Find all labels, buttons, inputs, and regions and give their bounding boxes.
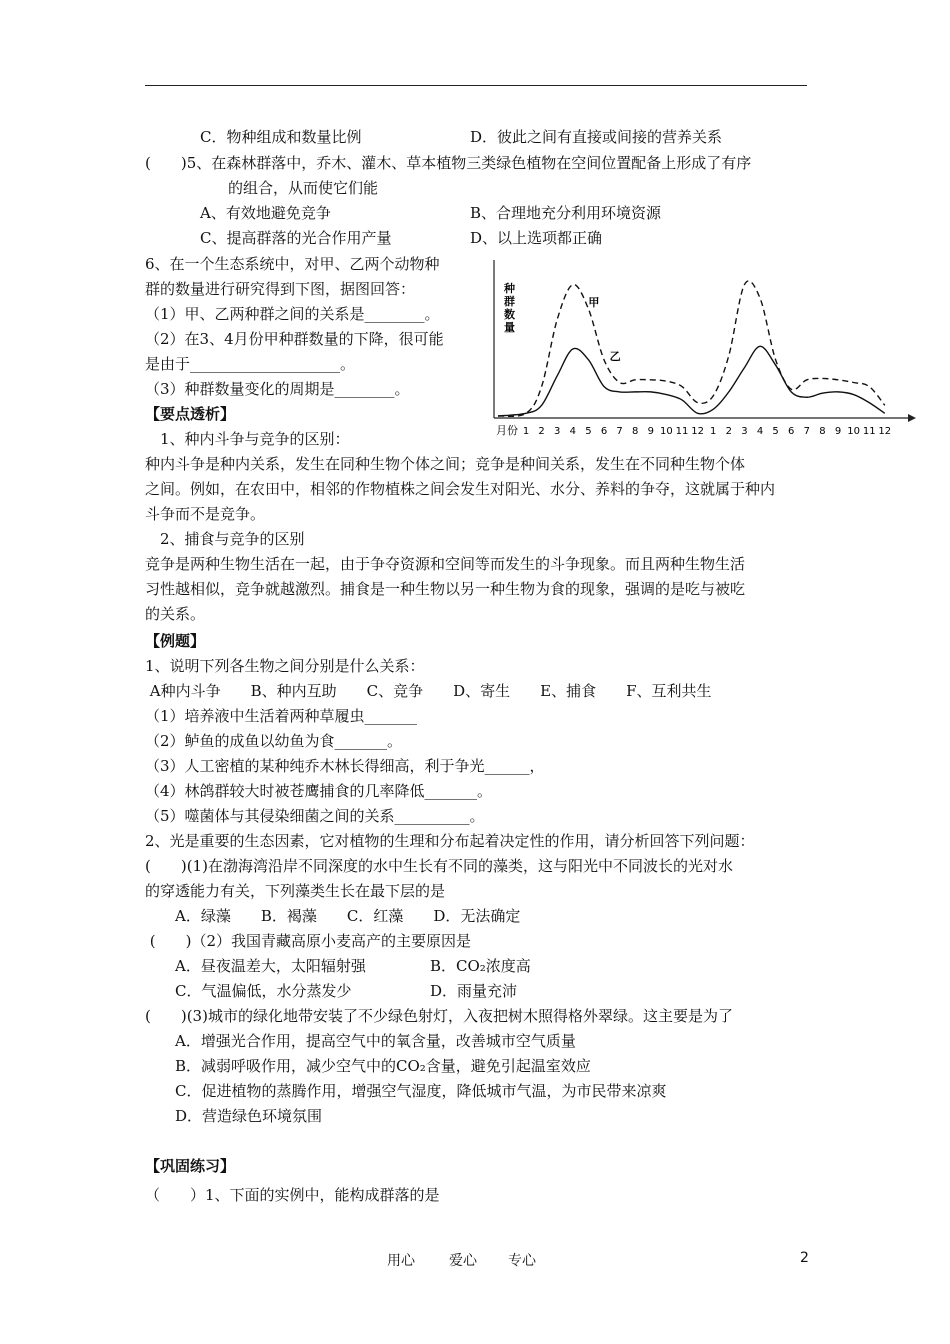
x-tick-label: 3 — [554, 426, 561, 437]
x-axis-arrow — [908, 414, 916, 422]
x-tick-label: 7 — [803, 426, 810, 437]
practice-heading: 【巩固练习】 — [145, 1157, 236, 1175]
x-tick-label: 8 — [819, 426, 826, 437]
q5-option-d: D、以上选项都正确 — [470, 229, 603, 247]
points-p2-title: 2、捕食与竞争的区别 — [145, 530, 305, 548]
x-tick-label: 9 — [834, 426, 842, 437]
example2-q3-option-a: A．增强光合作用，提高空气中的氧含量，改善城市空气质量 — [160, 1032, 576, 1050]
points-p1-line1: 种内斗争是种内关系，发生在同种生物个体之间；竞争是种间关系，发生在不同种生物个体 — [145, 455, 746, 473]
points-p1-line3: 斗争而不是竞争。 — [145, 505, 266, 523]
q6-sub2a: （2）在3、4月份甲种群数量的下降，很可能 — [145, 330, 444, 348]
example2-q2-option-b: B．CO₂浓度高 — [430, 957, 531, 975]
example2-q3-option-c: C．促进植物的蒸腾作用，增强空气湿度，降低城市气温，为市民带来凉爽 — [160, 1082, 667, 1100]
example2-q1-line2: 的穿透能力有关，下列藻类生长在最下层的是 — [145, 882, 446, 900]
footer-motto-3: 专心 — [508, 1253, 536, 1269]
example2-q3-option-b: B．减弱呼吸作用，减少空气中的CO₂含量，避免引起温室效应 — [160, 1057, 591, 1075]
x-tick-label: 8 — [632, 426, 639, 437]
example1-item2: （2）鲈鱼的成鱼以幼鱼为食_______。 — [145, 732, 403, 750]
x-tick-label: 10 — [847, 426, 860, 437]
footer-motto-1: 用心 — [387, 1253, 415, 1269]
practice-q1: （ ）1、下面的实例中，能构成群落的是 — [145, 1186, 440, 1204]
x-tick-label: 2 — [725, 426, 732, 437]
x-tick-label: 2 — [538, 426, 545, 437]
q6-sub2b: 是由于____________________。 — [145, 355, 356, 373]
x-tick-label: 7 — [616, 426, 623, 437]
y-axis-label: 种群数量 — [504, 282, 515, 334]
series-label: 乙 — [609, 350, 621, 363]
series-line-yi — [498, 346, 885, 416]
x-tick-label: 12 — [878, 426, 892, 437]
x-tick-label: 4 — [756, 426, 764, 437]
points-p1-line2: 之间。例如，在农田中，相邻的作物植株之间会发生对阳光、水分、养料的争夺，这就属于种内 — [145, 480, 776, 498]
q4-option-c: C．物种组成和数量比例 — [200, 128, 362, 146]
example2-q2-stem: ( )（2）我国青藏高原小麦高产的主要原因是 — [145, 932, 472, 950]
q5-option-b: B、合理地充分利用环境资源 — [470, 204, 662, 222]
x-tick-label: 4 — [569, 426, 576, 437]
q5-option-c: C、提高群落的光合作用产量 — [200, 229, 392, 247]
footer-motto-2: 爱心 — [449, 1253, 477, 1269]
q6-line2: 群的数量进行研究得到下图，据图回答： — [145, 280, 416, 298]
points-p1-title: 1、种内斗争与竞争的区别： — [145, 430, 350, 448]
example2-q1-line1: ( )(1)在渤海湾沿岸不同深度的水中生长有不同的藻类，这与阳光中不同波长的光对水 — [145, 857, 733, 875]
x-tick-label: 9 — [647, 426, 654, 437]
q5-option-a: A、有效地避免竞争 — [200, 204, 331, 222]
x-tick-label: 1 — [522, 426, 530, 437]
x-tick-labels — [523, 426, 891, 437]
series-lines — [498, 281, 885, 416]
example2-q2-option-d: D．雨量充沛 — [430, 982, 518, 1000]
example1-item4: （4）林鸽群较大时被苍鹰捕食的几率降低_______。 — [145, 782, 493, 800]
page-number: 2 — [800, 1250, 809, 1266]
q6-sub3: （3）种群数量变化的周期是________。 — [145, 380, 410, 398]
population-chart — [480, 252, 920, 442]
example2-q1-options: A．绿藻 B．褐藻 C．红藻 D．无法确定 — [160, 907, 521, 925]
x-tick-label: 11 — [862, 426, 876, 437]
example2-q3-stem: ( )(3)城市的绿化地带安装了不少绿色射灯，入夜把树木照得格外翠绿。这主要是为了 — [145, 1007, 733, 1025]
x-tick-label: 3 — [741, 426, 748, 437]
x-tick-label: 12 — [691, 426, 704, 437]
header-rule — [145, 85, 807, 86]
examples-heading: 【例题】 — [145, 632, 206, 650]
x-axis-label: 月份 — [496, 424, 518, 437]
x-tick-label: 5 — [772, 426, 779, 437]
x-tick-label: 1 — [710, 426, 717, 437]
x-tick-label: 6 — [600, 426, 608, 437]
x-tick-label: 11 — [675, 426, 689, 437]
q5-stem-line1: ( )5、在森林群落中，乔木、灌木、草本植物三类绿色植物在空间位置配备上形成了有序 — [145, 154, 752, 172]
example2-q2-option-c: C．气温偏低，水分蒸发少 — [160, 982, 352, 1000]
series-line-jia — [498, 281, 885, 416]
example1-options: A种内斗争 B、种内互助 C、竞争 D、寄生 E、捕食 F、互利共生 — [145, 682, 712, 700]
points-p2-line1: 竞争是两种生物生活在一起，由于争夺资源和空间等而发生的斗争现象。而且两种生物生活 — [145, 555, 746, 573]
q4-option-d: D．彼此之间有直接或间接的营养关系 — [470, 128, 723, 146]
example1-stem: 1、说明下列各生物之间分别是什么关系： — [145, 657, 425, 675]
example2-q2-option-a: A．昼夜温差大，太阳辐射强 — [160, 957, 366, 975]
series-label: 甲 — [588, 296, 600, 309]
q6-line1: 6、在一个生态系统中，对甲、乙两个动物种 — [145, 255, 440, 273]
example1-item5: （5）噬菌体与其侵染细菌之间的关系__________。 — [145, 807, 485, 825]
points-p2-line3: 的关系。 — [145, 605, 206, 623]
x-tick-label: 6 — [788, 426, 795, 437]
example2-stem: 2、光是重要的生态因素，它对植物的生理和分布起着决定性的作用，请分析回答下列问题： — [145, 832, 755, 850]
points-heading: 【要点透析】 — [145, 405, 236, 423]
x-tick-label: 10 — [660, 426, 673, 437]
example2-q3-option-d: D．营造绿色环境氛围 — [160, 1107, 323, 1125]
points-p2-line2: 习性越相似，竞争就越激烈。捕食是一种生物以另一种生物为食的现象，强调的是吃与被吃 — [145, 580, 746, 598]
q5-stem-line2: 的组合，从而使它们能 — [228, 179, 379, 197]
x-tick-label: 5 — [585, 426, 592, 437]
example1-item1: （1）培养液中生活着两种草履虫_______ — [145, 707, 418, 725]
example1-item3: （3）人工密植的某种纯乔木林长得细高，利于争光______， — [145, 757, 545, 775]
q6-sub1: （1）甲、乙两种群之间的关系是________。 — [145, 305, 440, 323]
